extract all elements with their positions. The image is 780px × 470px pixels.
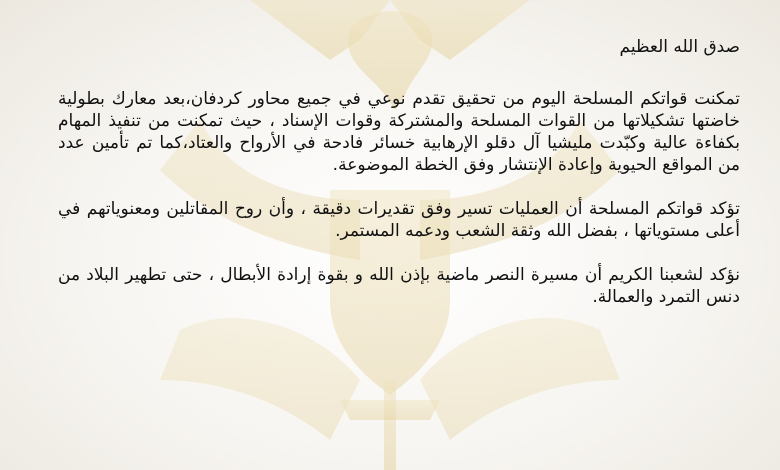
- paragraph-victory-path: نؤكد لشعبنا الكريم أن مسيرة النصر ماضية بإذن الله و بقوة إرادة الأبطال ، حتى تطهير البلاد من دنس التمرد والعمالة.: [58, 265, 740, 307]
- closing-verse: صدق الله العظيم: [619, 37, 740, 57]
- quran-verse-fragment: [120, 0, 620, 4]
- paragraph-operations-morale: تؤكد قواتكم المسلحة أن العمليات تسير وفق تقديرات دقيقة ، وأن روح المقاتلين ومعنوياتهم في أعلى مستوياتها ، بفضل الله وثقة الشعب ودعمه المستمر.: [58, 199, 740, 241]
- statement-text-block: [58, 0, 740, 308]
- paragraph-advance-kordofan: تمكنت قواتكم المسلحة اليوم من تحقيق تقدم نوعي في جميع محاور كردفان،بعد معارك بطولية خاضتها تشكيلاتها من القوات المسلحة والمشتركة وقوات الإسناد ، حيث تمكنت من تنفيذ المهام بكفاءة عالية وكبّدت مليشيا آل دقلو الإرهابية خسائر فادحة في الأرواح والعتاد،كما تم تأمين عدد من المواقع الحيوية وإعادة الإنتشار وفق الخطة الموضوعة.: [58, 89, 740, 175]
